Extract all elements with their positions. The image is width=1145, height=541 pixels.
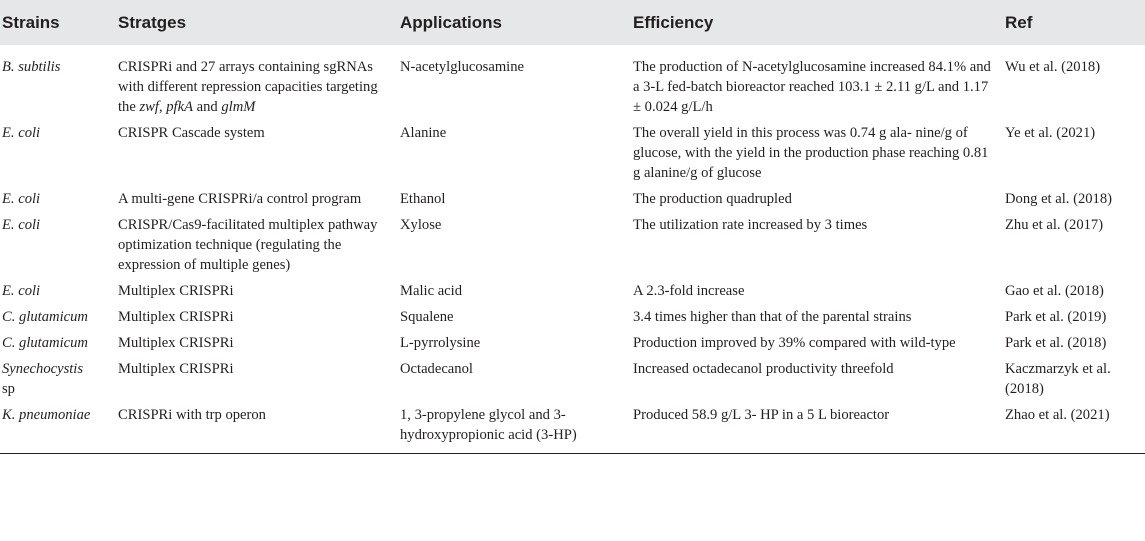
strain-suffix: sp [2,381,15,397]
ref-cell: Dong et al. (2018) [1005,191,1112,207]
strategy-cell: CRISPR Cascade system [118,125,265,141]
table-row [0,212,1145,278]
table-row [0,304,1145,330]
efficiency-cell: The production quadrupled [633,191,792,207]
efficiency-cell: Production improved by 39% compared with wild-type [633,335,956,351]
application-cell: Octadecanol [400,361,473,377]
efficiency-cell: A 2.3-fold increase [633,283,745,299]
table-row [0,186,1145,212]
table-row [0,356,1145,402]
ref-cell: Zhu et al. (2017) [1005,217,1104,233]
strategy-text: CRISPRi and 27 arrays containing sgRNAs with different repression capacities targeting the [118,59,378,115]
strategy-cell: Multiplex CRISPRi [118,335,234,351]
ref-cell: Park et al. (2018) [1005,335,1107,351]
ref-cell: Kaczmarzyk et al. (2018) [1005,361,1111,397]
efficiency-cell: The production of N-acetylglucosamine increased 84.1% and a 3-L fed-batch bioreactor reached 103.1 ± 2.11 g/L and 1.17 ± 0.024 g/L/h [633,59,991,115]
strain-cell [0,356,116,402]
strain-cell: E. coli [2,191,41,207]
strategy-cell [116,45,398,120]
strain-cell: C. glutamicum [2,309,88,325]
strain-cell: C. glutamicum [2,335,88,351]
strategy-cell: Multiplex CRISPRi [118,361,234,377]
application-cell: N-acetylglucosamine [400,59,524,75]
table-header [0,0,1145,45]
separator-text: and [193,99,222,115]
header-efficiency: Efficiency [633,12,714,32]
header-strains: Strains [2,12,60,32]
gene-name: zwf [139,99,159,115]
application-cell: 1, 3-propylene glycol and 3-hydroxypropionic acid (3-HP) [400,407,577,443]
ref-cell: Zhao et al. (2021) [1005,407,1110,423]
application-cell: Malic acid [400,283,462,299]
strategy-cell: Multiplex CRISPRi [118,309,234,325]
gene-name: pfkA [166,99,193,115]
ref-cell: Wu et al. (2018) [1005,59,1101,75]
header-ref: Ref [1005,12,1033,32]
table-row [0,45,1145,120]
table-row [0,278,1145,304]
header-stratges: Stratges [118,12,187,32]
strain-cell: B. subtilis [2,59,61,75]
table-row [0,120,1145,186]
strategy-cell: Multiplex CRISPRi [118,283,234,299]
header-applications: Applications [400,12,503,32]
separator-text: , [158,99,167,115]
application-cell: Ethanol [400,191,446,207]
efficiency-cell: Produced 58.9 g/L 3- HP in a 5 L bioreactor [633,407,890,423]
strategy-cell: CRISPRi with trp operon [118,407,266,423]
strategy-cell: CRISPR/Cas9-facilitated multiplex pathway optimization technique (regulating the expression of multiple genes) [118,217,378,273]
strain-cell: E. coli [2,283,41,299]
application-cell: Xylose [400,217,442,233]
efficiency-cell: The overall yield in this process was 0.74 g ala- nine/g of glucose, with the yield in the production phase reaching 0.81 g alanine/g of glucose [633,125,989,181]
strain-cell: E. coli [2,125,41,141]
table-body [0,45,1145,453]
gene-name: glmM [221,99,256,115]
efficiency-cell: Increased octadecanol productivity threefold [633,361,894,377]
application-cell: L-pyrrolysine [400,335,481,351]
ref-cell: Gao et al. (2018) [1005,283,1104,299]
table-row [0,402,1145,453]
application-cell: Alanine [400,125,447,141]
application-cell: Squalene [400,309,454,325]
efficiency-cell: 3.4 times higher than that of the parental strains [633,309,912,325]
table-row [0,330,1145,356]
ref-cell: Park et al. (2019) [1005,309,1107,325]
efficiency-cell: The utilization rate increased by 3 times [633,217,868,233]
ref-cell: Ye et al. (2021) [1005,125,1096,141]
strain-cell: E. coli [2,217,41,233]
strategy-cell: A multi-gene CRISPRi/a control program [118,191,362,207]
header-row [0,0,1145,45]
strain-name: Synechocystis [2,361,84,377]
strain-cell: K. pneumoniae [2,407,91,423]
